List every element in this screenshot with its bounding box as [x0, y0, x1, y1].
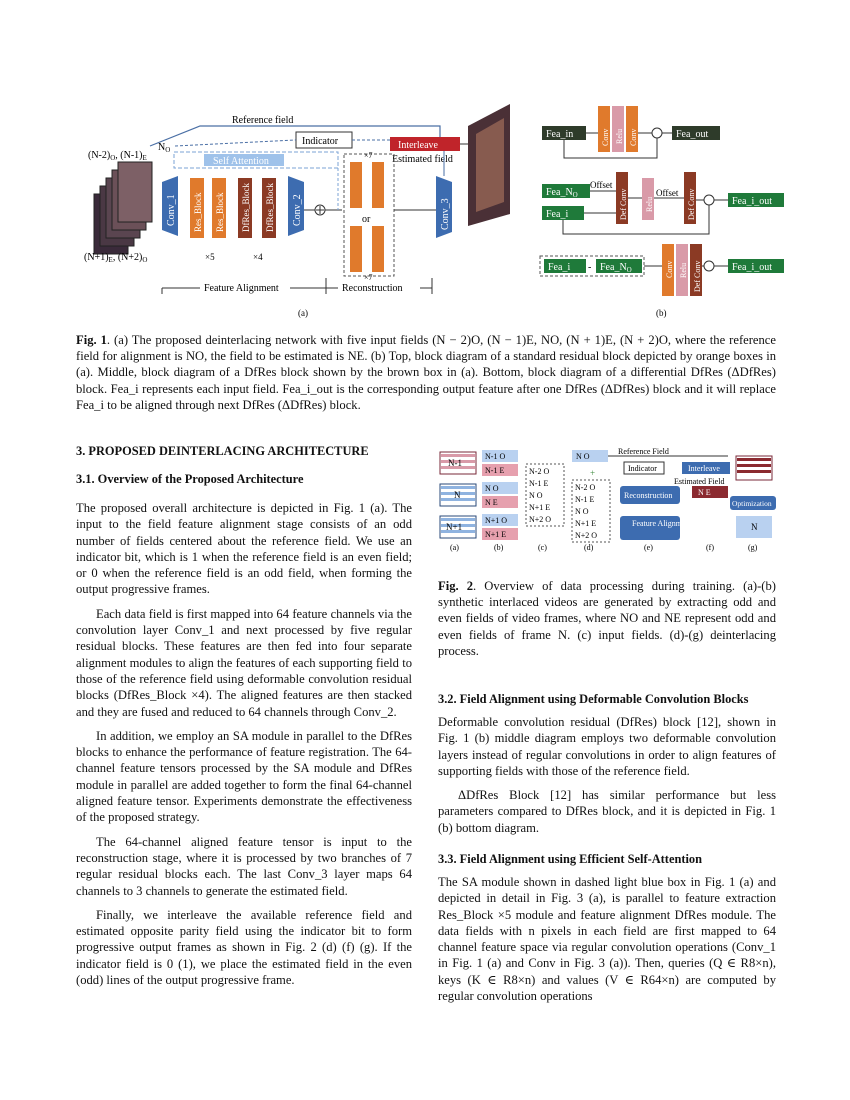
- fig2-c-row-5: N+2 O: [529, 515, 552, 524]
- res-block-1-label: Res_Block: [193, 192, 203, 232]
- fig2-plus: +: [590, 468, 596, 478]
- fig2-caption-text: . Overview of data processing during training. (a)-(b) synthetic interlaced videos are generated by extracting odd and even fields of video frames, where NO and NE represent odd and even fields of frame N. (c) input fields. (d)-(g) deinterlacing process.: [438, 579, 776, 658]
- section-3-2-heading: 3.2. Field Alignment using Deformable Convolution Blocks: [438, 692, 749, 706]
- delta-conv-label: Conv: [665, 260, 674, 278]
- self-attention-label: Self Attention: [213, 156, 269, 167]
- fea-no-sub: O: [572, 191, 578, 199]
- fig2-a-frame-n+1: N+1: [446, 522, 463, 532]
- figure-2: [438, 446, 778, 556]
- recon-res-1: [350, 162, 362, 208]
- fea-i-out-label-bottom: Fea_i_out: [732, 262, 772, 273]
- fig2-d-row-2: N-1 E: [575, 495, 595, 504]
- fig2-g-n-label: N: [751, 522, 758, 532]
- bottom-add-node: [704, 261, 714, 271]
- figure-1b: [538, 98, 788, 323]
- delta-def-conv-label: Def Conv: [693, 260, 702, 292]
- right-column-body-2: [438, 874, 776, 1012]
- offset-label-1: Offset: [590, 180, 613, 190]
- paragraph-6: Deformable convolution residual (DfRes) block [12], shown in Fig. 1 (b) middle diagram employs two deformable convolution layers instead of regular convolutions in order to align features of supporting fields with those of the reference field.: [438, 715, 776, 778]
- fig2-label-g: (g): [748, 543, 758, 552]
- fig2-d-top-label: N O: [576, 452, 590, 461]
- fig2-b-row-6: N+1 E: [485, 530, 507, 539]
- delta-relu-label: Relu: [679, 262, 688, 278]
- res-conv-1-label: Conv: [601, 128, 610, 146]
- section-3-1-heading: 3.1. Overview of the Proposed Architecture: [76, 472, 304, 486]
- fig2-b-row-3: N O: [485, 484, 499, 493]
- fig1b-label: (b): [656, 308, 667, 318]
- offset-label-2: Offset: [656, 188, 679, 198]
- paragraph-2: Each data field is first mapped into 64 feature channels via the convolution layer Conv_1 and next processed by five regular residual blocks. These features are then fed into four separate alignment modules to align the features of each supporting field to those of the reference field using deformable convolution residual blocks (DfRes_Block ×4). The aligned features are then stacked and they are fused and reduced to 64 channels through Conv_2.: [76, 606, 412, 719]
- res-conv-2-label: Conv: [629, 128, 638, 146]
- times7-top: ×7: [364, 151, 373, 160]
- fea-i-out-label-mid: Fea_i_out: [732, 196, 772, 207]
- input-label-n+1-sub: E: [108, 256, 113, 264]
- fig2-label-d: (d): [584, 543, 594, 552]
- feature-alignment-label: Feature Alignment: [204, 283, 279, 294]
- no-label: N: [158, 142, 166, 153]
- figure-1a: [80, 98, 535, 323]
- fig2-indicator-label: Indicator: [628, 464, 657, 473]
- svg-text:(N+1)E, (N+2)O: $(N+1)_E$, $(N+2)_O$: [84, 252, 148, 264]
- left-column-body: [76, 500, 412, 996]
- dfres-block-1-label: DfRes_Block: [241, 183, 251, 232]
- fig2-f-ne-label: N E: [698, 488, 711, 497]
- fig2-feature-alignment-label: Feature Alignment: [632, 519, 692, 528]
- fig2-c-row-3: N O: [529, 491, 543, 500]
- input-label-n+2: (N+2): [117, 252, 143, 263]
- fig2-c-row-2: N-1 E: [529, 479, 549, 488]
- fig1-caption-label: Fig. 1: [76, 333, 107, 347]
- input-label-n-2: (N-2): [88, 150, 111, 161]
- paragraph-5: Finally, we interleave the available reference field and estimated opposite parity field using the indicator bit to form progressive output frames as shown in Fig. 2 (d) (f) (g). If the indicator field is 0 (1), we place the estimated field in the even (odd) lines of the output progressive frame.: [76, 907, 412, 988]
- fig2-b-fields: [482, 450, 518, 540]
- section-3-3-heading: 3.3. Field Alignment using Efficient Self-Attention: [438, 852, 702, 866]
- right-column-body-1: [438, 714, 776, 844]
- fea-no-sub-bottom: O: [626, 266, 632, 274]
- svg-text:NO: [158, 142, 170, 154]
- indicator-label: Indicator: [302, 136, 339, 147]
- estimated-field-label: Estimated field: [392, 154, 453, 165]
- fig1-caption-text: . (a) The proposed deinterlacing network with five input fields (N − 2)O, (N − 1)E, NO, (N + 1)E, (N + 2)O, where the reference field for alignment is NO, the field to be estimated is NE. (b) Top, block diagram of a standard residual block depicted by orange boxes in (a). Middle, block diagram of a DfRes block shown by the brown box in (a). Bottom, block diagram of a differential DfRes (ΔDfRes) block. Fea_i represents each input field. Fea_i_out is the corresponding output feature after one DfRes (ΔDfRes) block and it will replace Fea_i to be aligned through next DfRes (ΔDfRes) block.: [76, 333, 776, 412]
- fig2-optimization-label: Optimization: [732, 499, 772, 508]
- recon-res-3: [350, 226, 362, 272]
- res-block-2-label: Res_Block: [215, 192, 225, 232]
- paragraph-7: ΔDfRes Block [12] has similar performance but less parameters compared to DfRes block, and it is depicted in Fig. 1 (b) bottom diagram.: [438, 788, 776, 835]
- input-label-n-2-sub: O: [110, 154, 116, 162]
- fig2-reconstruction-label: Reconstruction: [624, 491, 673, 500]
- times4-label: ×4: [253, 252, 263, 262]
- svg-text:(N-2)O, (N-1)E: $(N-2)_O$, $(N-1)_E$: [88, 150, 147, 162]
- no-label-sub: O: [165, 146, 171, 154]
- fea-in-label: Fea_in: [546, 129, 574, 140]
- section-3-heading: 3. PROPOSED DEINTERLACING ARCHITECTURE: [76, 444, 369, 458]
- reference-field-label: Reference field: [232, 115, 294, 126]
- svg-text:-: -: [588, 262, 592, 273]
- fig2-b-row-4: N E: [485, 498, 498, 507]
- fig2-label-a: (a): [450, 543, 459, 552]
- conv3-label: Conv_3: [440, 198, 451, 230]
- fig2-d-row-5: N+2 O: [575, 531, 598, 540]
- input-fields-stack: [94, 162, 152, 254]
- paragraph-3: In addition, we employ an SA module in parallel to the DfRes blocks to enhance the performance of feature registration. The 64-channel feature tensors processed by the SA module and DfRes module in parallel are added together to form the final 64-channel aligned feature tensor. Experiments demonstrate the effectiveness of the proposed strategy.: [76, 728, 412, 825]
- fig2-d-row-3: N O: [575, 507, 589, 516]
- fig2-label-e: (e): [644, 543, 653, 552]
- fig2-label-b: (b): [494, 543, 504, 552]
- fig2-b-row-5: N+1 O: [485, 516, 508, 525]
- fig2-label-c: (c): [538, 543, 547, 552]
- fig2-estimated-field: Estimated Field: [674, 477, 725, 486]
- paragraph-4: The 64-channel aligned feature tensor is input to the reconstruction stage, where it is processed by two branches of 7 regular residual blocks each. The last Conv_3 layer maps 64 channels to 3 channels to generate the estimated field.: [76, 834, 412, 898]
- mid-relu-label: Relu: [645, 196, 654, 212]
- fig1-caption: [76, 332, 776, 413]
- conv1-label: Conv_1: [166, 194, 177, 226]
- recon-res-2: [372, 162, 384, 208]
- reconstruction-label: Reconstruction: [342, 283, 403, 294]
- fea-i-label-mid: Fea_i: [546, 209, 569, 220]
- fig2-d-row-1: N-2 O: [575, 483, 596, 492]
- fig2-b-row-2: N-1 E: [485, 466, 505, 475]
- fig2-b-row-1: N-1 O: [485, 452, 506, 461]
- input-label-n+2-sub: O: [142, 256, 148, 264]
- times7-bottom: ×7: [364, 273, 373, 282]
- fig2-label-f: (f): [706, 543, 714, 552]
- mid-add-node: [704, 195, 714, 205]
- def-conv-2-label: Def Conv: [687, 188, 696, 220]
- fig2-a-frame-n: N: [454, 490, 461, 500]
- input-label-n-1: (N-1): [120, 150, 143, 161]
- fig2-caption-label: Fig. 2: [438, 579, 474, 593]
- fig2-reference-field: Reference Field: [618, 447, 669, 456]
- paragraph-8: The SA module shown in dashed light blue box in Fig. 1 (a) and depicted in detail in Fig. 3 (a), is parallel to feature extraction Res_Block ×5 module and feature alignment DfRes module. The data fields with n pixels in each field are first mapped to 64 channel feature space via regular convolution operations (Conv_1 in Fig. 1 (a) and Conv in Fig. 3 (a)). Then, queries (Q ∈ R8×n), keys (K ∈ R8×n) and values (V ∈ R64×n) are computed by regular convolution operations: [438, 875, 776, 1004]
- fig2-a-frame-n-1: N-1: [448, 458, 462, 468]
- fig2-c-row-1: N-2 O: [529, 467, 550, 476]
- def-conv-1-label: Def Conv: [619, 188, 628, 220]
- input-label-n-1-sub: E: [142, 154, 147, 162]
- fea-i-label-bottom: Fea_i: [548, 262, 571, 273]
- res-relu-label: Relu: [615, 128, 624, 144]
- conv2-label: Conv_2: [292, 194, 303, 226]
- or-label: or: [362, 214, 371, 225]
- res-add-node: [652, 128, 662, 138]
- fig2-caption: [438, 578, 776, 659]
- dfres-block-2-label: DfRes_Block: [265, 183, 275, 232]
- fea-no-label-bottom: Fea_N: [600, 262, 627, 273]
- fea-out-label: Fea_out: [676, 129, 709, 140]
- input-label-n+1: (N+1): [84, 252, 109, 263]
- times5-label: ×5: [205, 252, 215, 262]
- fig1a-label: (a): [298, 308, 308, 318]
- recon-res-4: [372, 226, 384, 272]
- paragraph-1: The proposed overall architecture is depicted in Fig. 1 (a). The input to the field feature alignment stage consists of an odd number of fields centered about the reference field. We use an indicator bit, which is 1 when the reference field is an even field; or 0 when the reference field is an odd field, when forming the output progressive frames.: [76, 501, 412, 597]
- fig2-c-row-4: N+1 E: [529, 503, 551, 512]
- fea-no-label: Fea_N: [546, 187, 573, 198]
- fig2-d-row-4: N+1 E: [575, 519, 597, 528]
- fig2-interleave-label: Interleave: [688, 464, 720, 473]
- interleave-label: Interleave: [398, 140, 438, 151]
